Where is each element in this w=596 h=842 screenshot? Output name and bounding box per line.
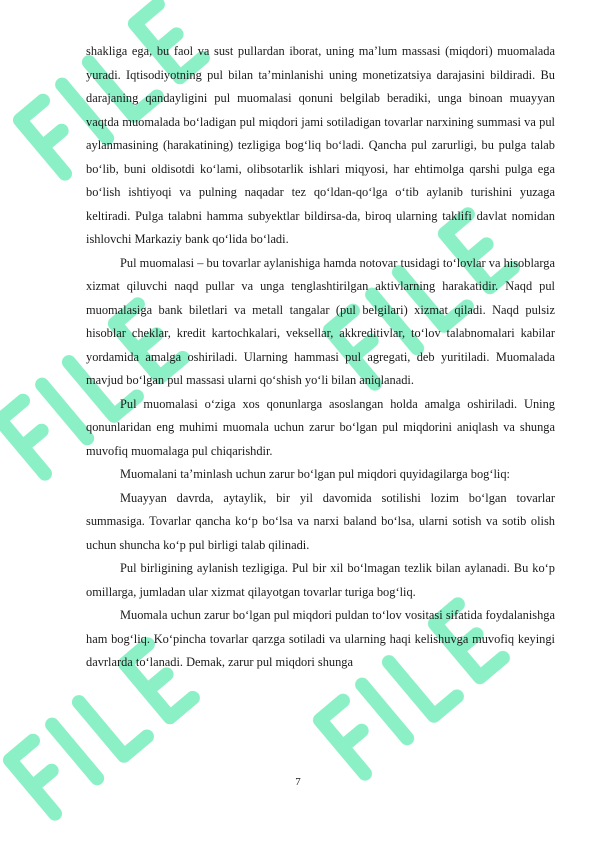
page-number: 7 — [295, 776, 301, 788]
document-body — [86, 40, 555, 675]
paragraph: Pul birligining aylanish tezligiga. Pul bir xil bo‘lmagan tezlik bilan aylanadi. Bu ko‘p omillarga, jumladan ular xizmat qilayotgan tovarlar turiga bog‘liq. — [86, 561, 555, 599]
paragraph: Pul muomalasi – bu tovarlar aylanishiga hamda notovar tusidagi to‘lovlar va hisoblarga xizmat qiluvchi naqd pullar va unga tenglashtirilgan aktivlarning harakatidir. Naqd pul muomalasiga bank biletlari va metall tangalar (pul belgilari) xizmat qiladi. Naqd pulsiz hisoblar cheklar, kredit kartochkalari, veksellar, akkreditivlar, to‘lov talabnomalari kabilar yordamida amalga oshiriladi. Ularning hammasi pul agregati, deb yuritiladi. Muomalada mavjud bo‘lgan pul massasi ularni qo‘shish yo‘li bilan aniqlanadi. — [86, 255, 555, 387]
paragraph: Muomala uchun zarur bo‘lgan pul miqdori puldan to‘lov vositasi sifatida foydalanishga ham bog‘liq. Ko‘pincha tovarlar qarzga sotiladi va ularning haqi kelishuvga muvofiq keyingi davrlarda to‘lanadi. Demak, zarur pul miqdori shunga — [86, 608, 555, 669]
paragraph: Pul muomalasi o‘ziga xos qonunlarga asoslangan holda amalga oshiriladi. Uning qonunlaridan eng muhimi muomala uchun zarur bo‘lgan pul miqdorini aniqlash va shunga muvofiq muomalaga pul chiqarishdir. — [86, 396, 555, 458]
paragraph: Muomalani ta’minlash uchun zarur bo‘lgan pul miqdori quyidagilarga bog‘liq: — [120, 467, 510, 481]
paragraph: shakliga ega, bu faol va sust pullardan iborat, uning ma’lum massasi (miqdori) muomalada yuradi. Iqtisodiyotning pul bilan ta’minlanishi uning monetizatsiya darajasini bildiradi. Bu darajaning qandayligini pul muomalasi qonuni belgilab beradiki, unga binoan muayyan vaqtda muomalada bo‘ladigan pul miqdori jami sotiladigan tovarlar narxining summasi va pul aylanmasining (harakatining) tezligiga bog‘liq bo‘ladi. Qancha pul zarurligi, bu pulga talab bo‘lib, buni oldisotdi ko‘lami, olibsotarlik ishlari miqyosi, har ehtimolga qarshi pulga ega bo‘lish ishtiyoqi va pulning naqadar tez qo‘ldan-qo‘lga o‘tib aylanib turishini yuzaga keltiradi. Pulga talabni hamma subyektlar bildirsa-da, biroq ularning taklifi davlat nomidan ishlovchi Markaziy bank qo‘lida bo‘ladi. — [86, 44, 555, 246]
paragraph: Muayyan davrda, aytaylik, bir yil davomida sotilishi lozim bo‘lgan tovarlar summasiga. Tovarlar qancha ko‘p bo‘lsa va narxi baland bo‘lsa, ularni sotish va sotib olish uchun shuncha ko‘p pul birligi talab qilinadi. — [86, 490, 555, 552]
